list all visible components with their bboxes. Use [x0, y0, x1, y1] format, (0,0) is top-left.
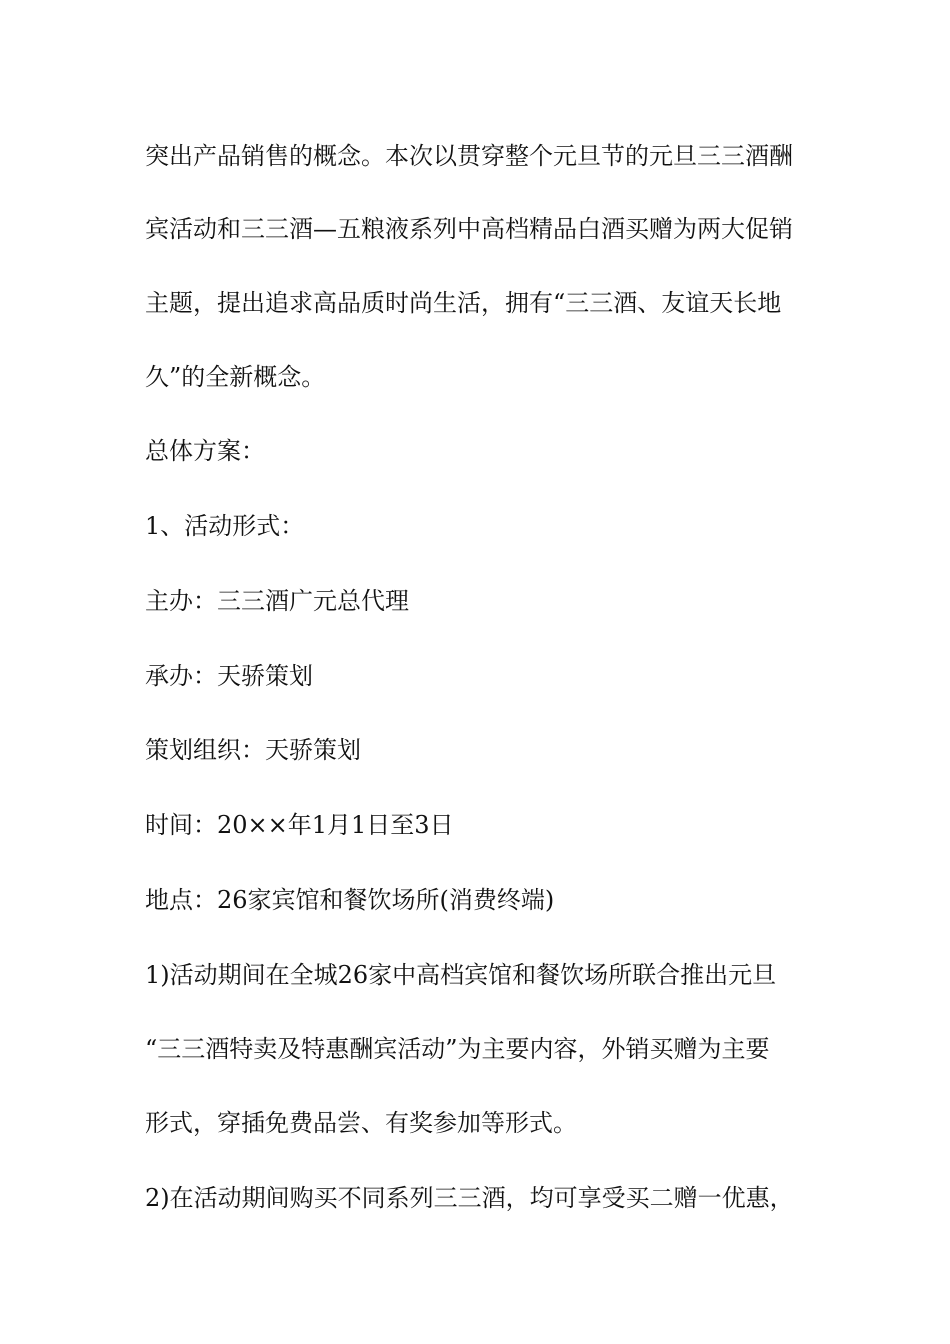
location-line: 地点：26家宾馆和餐饮场所(消费终端) [145, 886, 555, 914]
paragraph-line: 宾活动和三三酒—五粮液系列中高档精品白酒买赠为两大促销 [145, 215, 793, 243]
list-item-line: 2)在活动期间购买不同系列三三酒，均可享受买二赠一优惠， [145, 1184, 794, 1212]
paragraph-line: 突出产品销售的概念。本次以贯穿整个元旦节的元旦三三酒酬 [145, 142, 793, 170]
list-item-line: 形式，穿插免费品尝、有奖参加等形式。 [145, 1109, 577, 1137]
time-line: 时间：20××年1月1日至3日 [145, 811, 454, 839]
organizer-line: 主办：三三酒广元总代理 [145, 587, 409, 615]
undertaker-line: 承办：天骄策划 [145, 662, 313, 690]
section-heading: 总体方案： [145, 437, 265, 465]
subsection-heading: 1、活动形式： [145, 512, 305, 540]
list-item-line: “三三酒特卖及特惠酬宾活动”为主要内容，外销买赠为主要 [145, 1035, 770, 1063]
paragraph-line: 久”的全新概念。 [145, 363, 326, 391]
list-item-line: 1)活动期间在全城26家中高档宾馆和餐饮场所联合推出元旦 [145, 961, 777, 989]
paragraph-line: 主题，提出追求高品质时尚生活，拥有“三三酒、友谊天长地 [145, 289, 782, 317]
planner-line: 策划组织：天骄策划 [145, 736, 361, 764]
